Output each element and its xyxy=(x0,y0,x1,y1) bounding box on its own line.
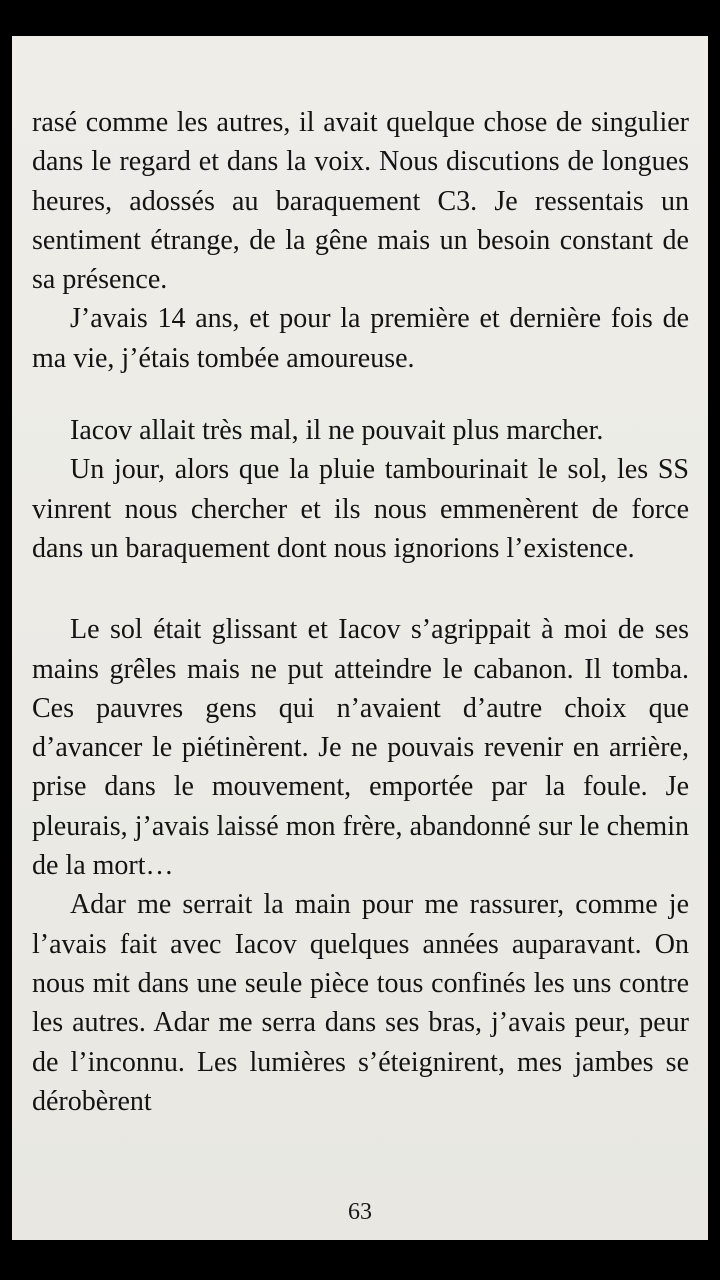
paragraph-spacer xyxy=(32,568,689,610)
paragraph-5: Le sol était glissant et Iacov s’agrippait à moi de ses mains grêles mais ne put atteindre le cabanon. Il tomba. Ces pauvres gens qui n’avaient d’autre choix que d’avancer le piétinèrent. Je ne pouvais revenir en arrière, prise dans le mouvement, emportée par la foule. Je pleurais, j’avais laissé mon frère, abandonné sur le chemin de la mort… xyxy=(32,614,689,882)
page-body-text xyxy=(32,103,689,1121)
paragraph-1: rasé comme les autres, il avait quelque chose de singulier dans le regard et dans la voix. Nous discutions de longues heures, adossés au baraquement C3. Je ressentais un sentiment étrange, de la gêne mais un besoin constant de sa présence. xyxy=(32,107,689,296)
page-number: 63 xyxy=(348,1199,372,1225)
paragraph-6: Adar me serrait la main pour me rassurer, comme je l’avais fait avec Iacov quelques années auparavant. On nous mit dans une seule pièce tous confinés les uns contre les autres. Adar me serra dans ses bras, j’avais peur, peur de l’inconnu. Les lumières s’éteignirent, mes jambes se dérobèrent xyxy=(32,889,689,1117)
book-page xyxy=(12,36,708,1240)
paragraph-4: Un jour, alors que la pluie tambourinait le sol, les SS vinrent nous chercher et ils nous emmenèrent de force dans un baraquement dont nous ignorions l’existence. xyxy=(32,454,689,564)
paragraph-spacer xyxy=(32,378,689,411)
paragraph-3: Iacov allait très mal, il ne pouvait plus marcher. xyxy=(70,415,604,447)
paragraph-2: J’avais 14 ans, et pour la première et dernière fois de ma vie, j’étais tombée amoureuse. xyxy=(32,303,689,374)
